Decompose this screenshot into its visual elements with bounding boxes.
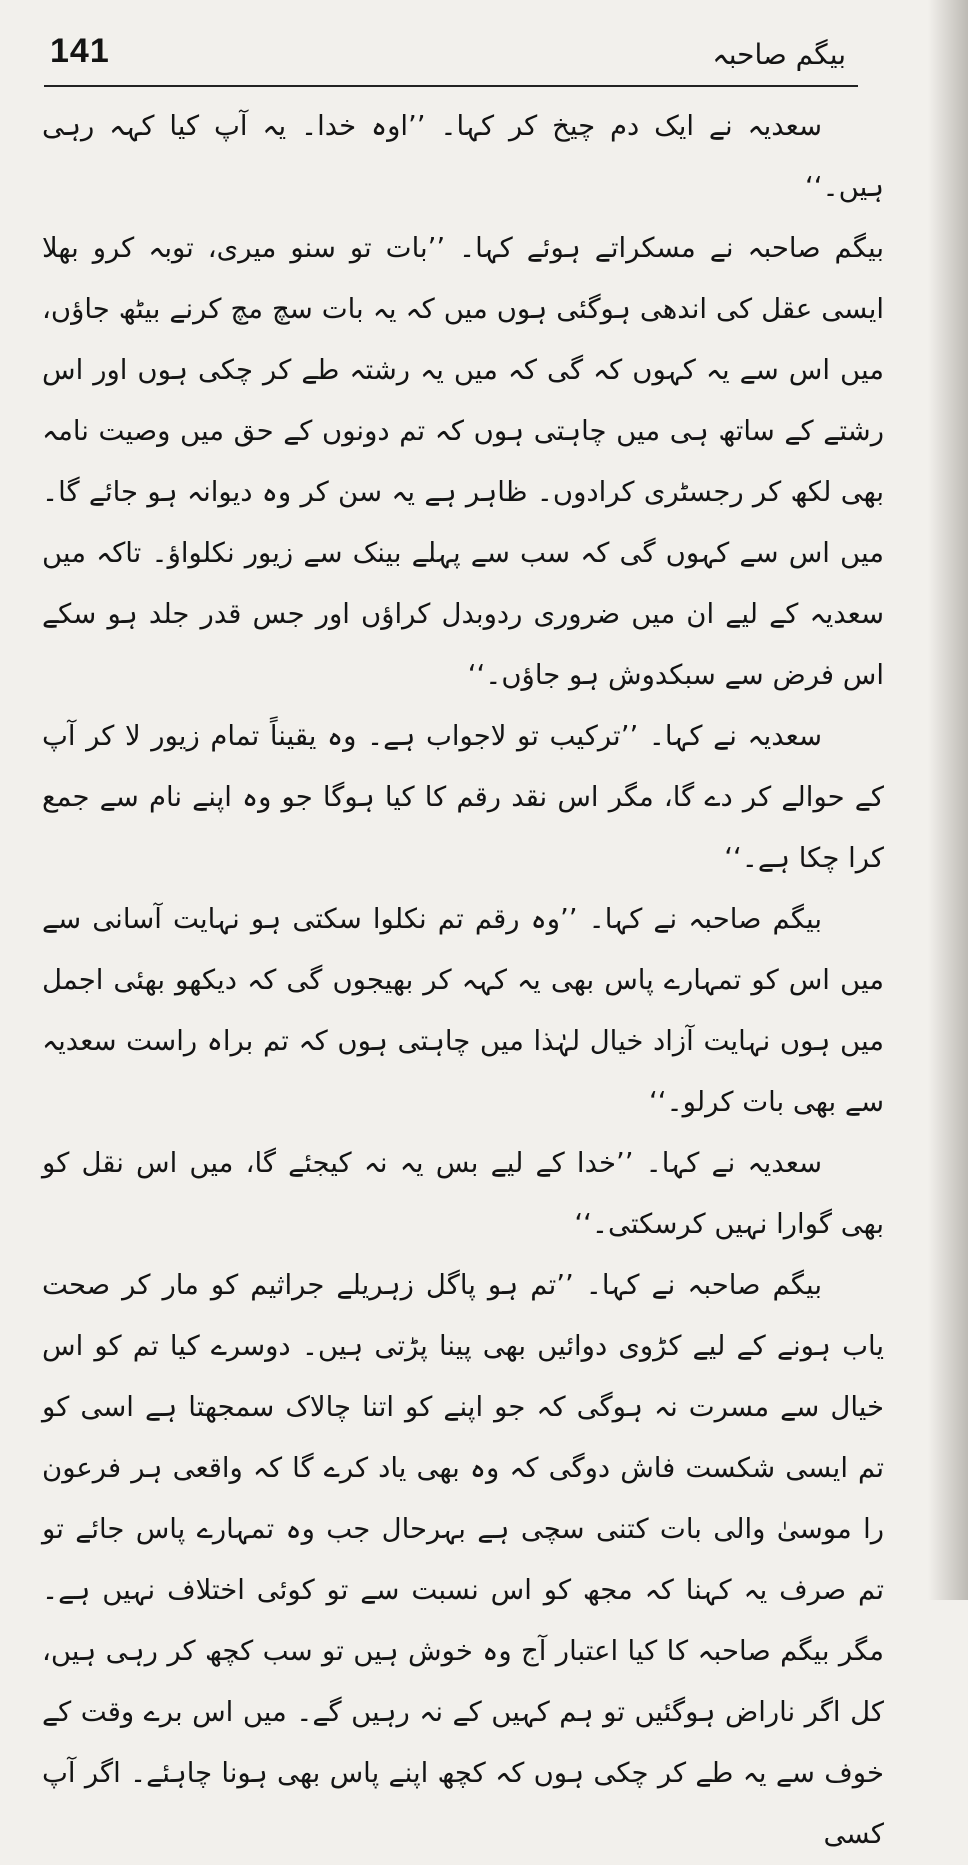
running-title: بیگم صاحبہ: [712, 38, 846, 71]
paragraph: بیگم صاحبہ نے کہا۔ ’’وہ رقم تم نکلوا سکتی ہو نہایت آسانی سے میں اس کو تمہارے پاس بھی یہ کہہ کر بھیجوں گی کہ دیکھو بھئی اجمل میں ہوں نہایت آزاد خیال لہٰذا میں چاہتی ہوں کہ تم براہ راست سعدیہ سے بھی بات کرلو۔‘‘: [42, 903, 884, 1118]
paragraph: سعدیہ نے ایک دم چیخ کر کہا۔ ’’اوہ خدا۔ یہ آپ کیا کہہ رہی ہیں۔‘‘: [42, 110, 884, 203]
paragraph: سعدیہ نے کہا۔ ’’ترکیب تو لاجواب ہے۔ وہ یقیناً تمام زیور لا کر آپ کے حوالے کر دے گا، مگر اس نقد رقم کا کیا ہوگا جو وہ اپنے نام سے جمع کرا چکا ہے۔‘‘: [42, 720, 884, 874]
paragraph: بیگم صاحبہ نے کہا۔ ’’تم ہو پاگل زہریلے جراثیم کو مار کر صحت یاب ہونے کے لیے کڑوی دوائیں بھی پینا پڑتی ہیں۔ دوسرے کیا تم کو اس خیال سے مسرت نہ ہوگی کہ جو اپنے کو اتنا چالاک سمجھتا ہے اسی کو تم ایسی شکست فاش دوگی کہ وہ بھی یاد کرے گا کہ واقعی ہر فرعون را موسیٰ والی بات کتنی سچی ہے بہرحال جب وہ تمہارے پاس جائے تو تم صرف یہ کہنا کہ مجھ کو اس نسبت سے تو کوئی اختلاف نہیں ہے۔ مگر بیگم صاحبہ کا کیا اعتبار آج وہ خوش ہیں تو سب کچھ کر رہی ہیں، کل اگر ناراض ہوگئیں تو ہم کہیں کے نہ رہیں گے۔ میں اس برے وقت کے خوف سے یہ طے کر چکی ہوں کہ کچھ اپنے پاس بھی ہونا چاہئے۔ اگر آپ کسی: [42, 1269, 884, 1850]
paragraph: بیگم صاحبہ نے مسکراتے ہوئے کہا۔ ’’بات تو سنو میری، توبہ کرو بھلا ایسی عقل کی اندھی ہوگئی ہوں میں کہ یہ بات سچ مچ کرنے بیٹھ جاؤں، میں اس سے یہ کہوں کہ گی کہ میں یہ رشتہ طے کر چکی ہوں اور اس رشتے کے ساتھ ہی میں چاہتی ہوں کہ تم دونوں کے حق میں وصیت نامہ بھی لکھ کر رجسٹری کرادوں۔ ظاہر ہے یہ سن کر وہ دیوانہ ہو جائے گا۔ میں اس سے کہوں گی کہ سب سے پہلے بینک سے زیور نکلواؤ۔ تاکہ میں سعدیہ کے لیے ان میں ضروری ردوبدل کراؤں اور جس قدر جلد ہو سکے اس فرض سے سبکدوش ہو جاؤں۔‘‘: [42, 232, 884, 691]
page-number: 141: [50, 32, 110, 70]
header-rule: [44, 85, 858, 87]
paragraph: سعدیہ نے کہا۔ ’’خدا کے لیے بس یہ نہ کیجئے گا، میں اس نقل کو بھی گوارا نہیں کرسکتی۔‘‘: [42, 1147, 884, 1240]
page-edge-shadow: [928, 0, 968, 1600]
